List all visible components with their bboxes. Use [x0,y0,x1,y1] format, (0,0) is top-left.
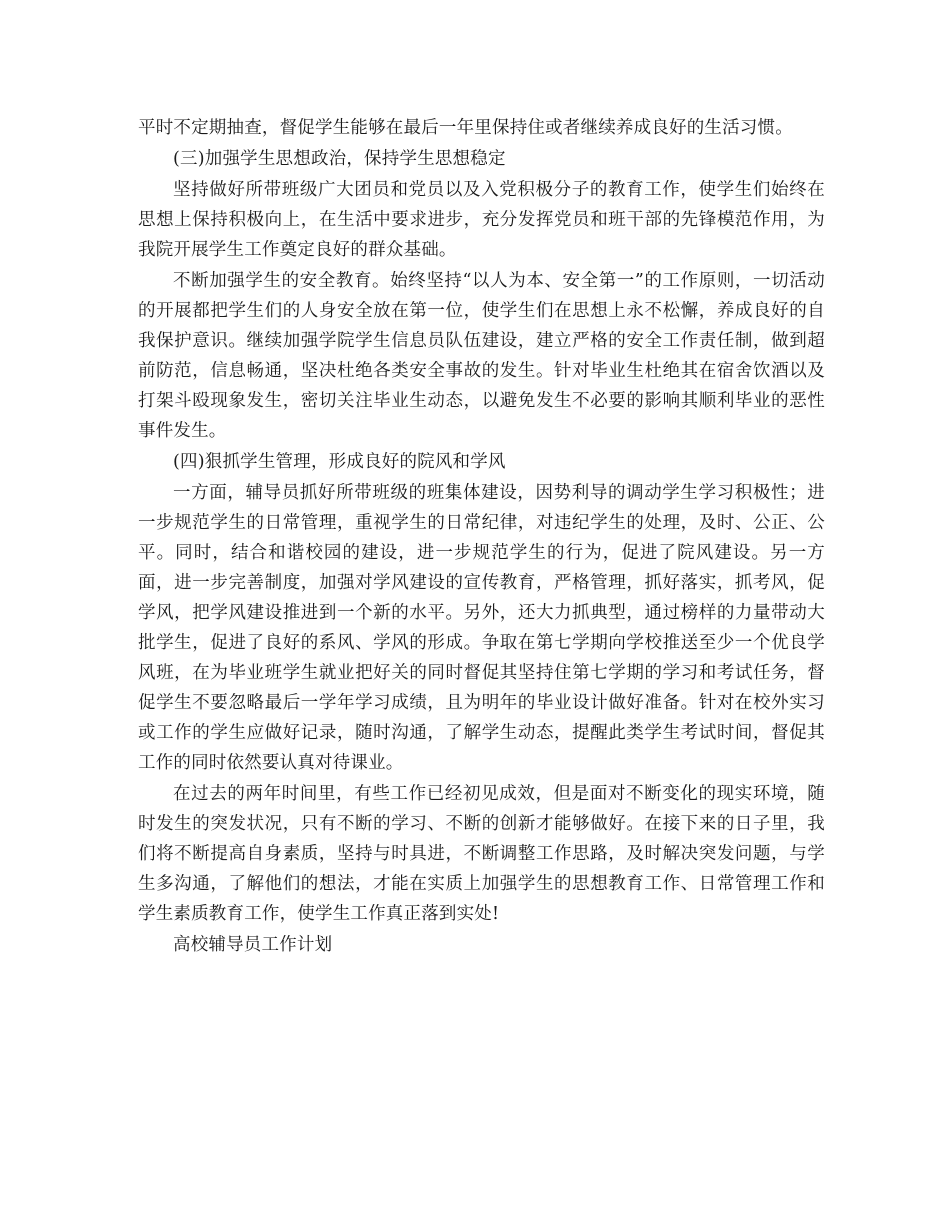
paragraph-summary: 在过去的两年时间里，有些工作已经初见成效，但是面对不断变化的现实环境，随时发生的突发状况，只有不断的学习、不断的创新才能够做好。在接下来的日子里，我们将不断提高自身素质，坚持与时具进，不断调整工作思路，及时解决突发问题，与学生多沟通，了解他们的想法，才能在实质上加强学生的思想教育工作、日常管理工作和学生素质教育工作，使学生工作真正落到实处! [138,784,825,924]
section-heading-4: (四)狠抓学生管理，形成良好的院风和学风 [173,452,506,472]
paragraph-student-management: 一方面，辅导员抓好所带班级的班集体建设，因势利导的调动学生学习积极性；进一步规范学生的日常管理，重视学生的日常纪律，对违纪学生的处理，及时、公正、公平。同时，结合和谐校园的建设，进一步规范学生的行为，促进了院风建设。另一方面，进一步完善制度，加强对学风建设的宣传教育，严格管理，抓好落实，抓考风，促学风，把学风建设推进到一个新的水平。另外，还大力抓典型，通过榜样的力量带动大批学生，促进了良好的系风、学风的形成。争取在第七学期向学校推送至少一个优良学风班，在为毕业班学生就业把好关的同时督促其坚持住第七学期的学习和考试任务，督促学生不要忽略最后一学年学习成绩，且为明年的毕业设计做好准备。针对在校外实习或工作的学生应做好记录，随时沟通，了解学生动态，提醒此类学生考试时间，督促其工作的同时依然要认真对待课业。 [138,483,825,773]
document-subtitle: 高校辅导员工作计划 [173,935,333,955]
document-body [138,113,825,961]
paragraph-continuation: 平时不定期抽查，督促学生能够在最后一年里保持住或者继续养成良好的生活习惯。 [138,118,793,138]
section-heading-3: (三)加强学生思想政治，保持学生思想稳定 [173,149,506,169]
paragraph-party-education: 坚持做好所带班级广大团员和党员以及入党积极分子的教育工作，使学生们始终在思想上保持积极向上，在生活中要求进步，充分发挥党员和班干部的先锋模范作用，为我院开展学生工作奠定良好的群众基础。 [138,180,825,260]
paragraph-safety-education: 不断加强学生的安全教育。始终坚持“以人为本、安全第一”的工作原则，一切活动的开展都把学生们的人身安全放在第一位，使学生们在思想上永不松懈，养成良好的自我保护意识。继续加强学院学生信息员队伍建设，建立严格的安全工作责任制，做到超前防范，信息畅通，坚决杜绝各类安全事故的发生。针对毕业生杜绝其在宿舍饮酒以及打架斗殴现象发生，密切关注毕业生动态，以避免发生不必要的影响其顺利毕业的恶性事件发生。 [138,271,825,441]
